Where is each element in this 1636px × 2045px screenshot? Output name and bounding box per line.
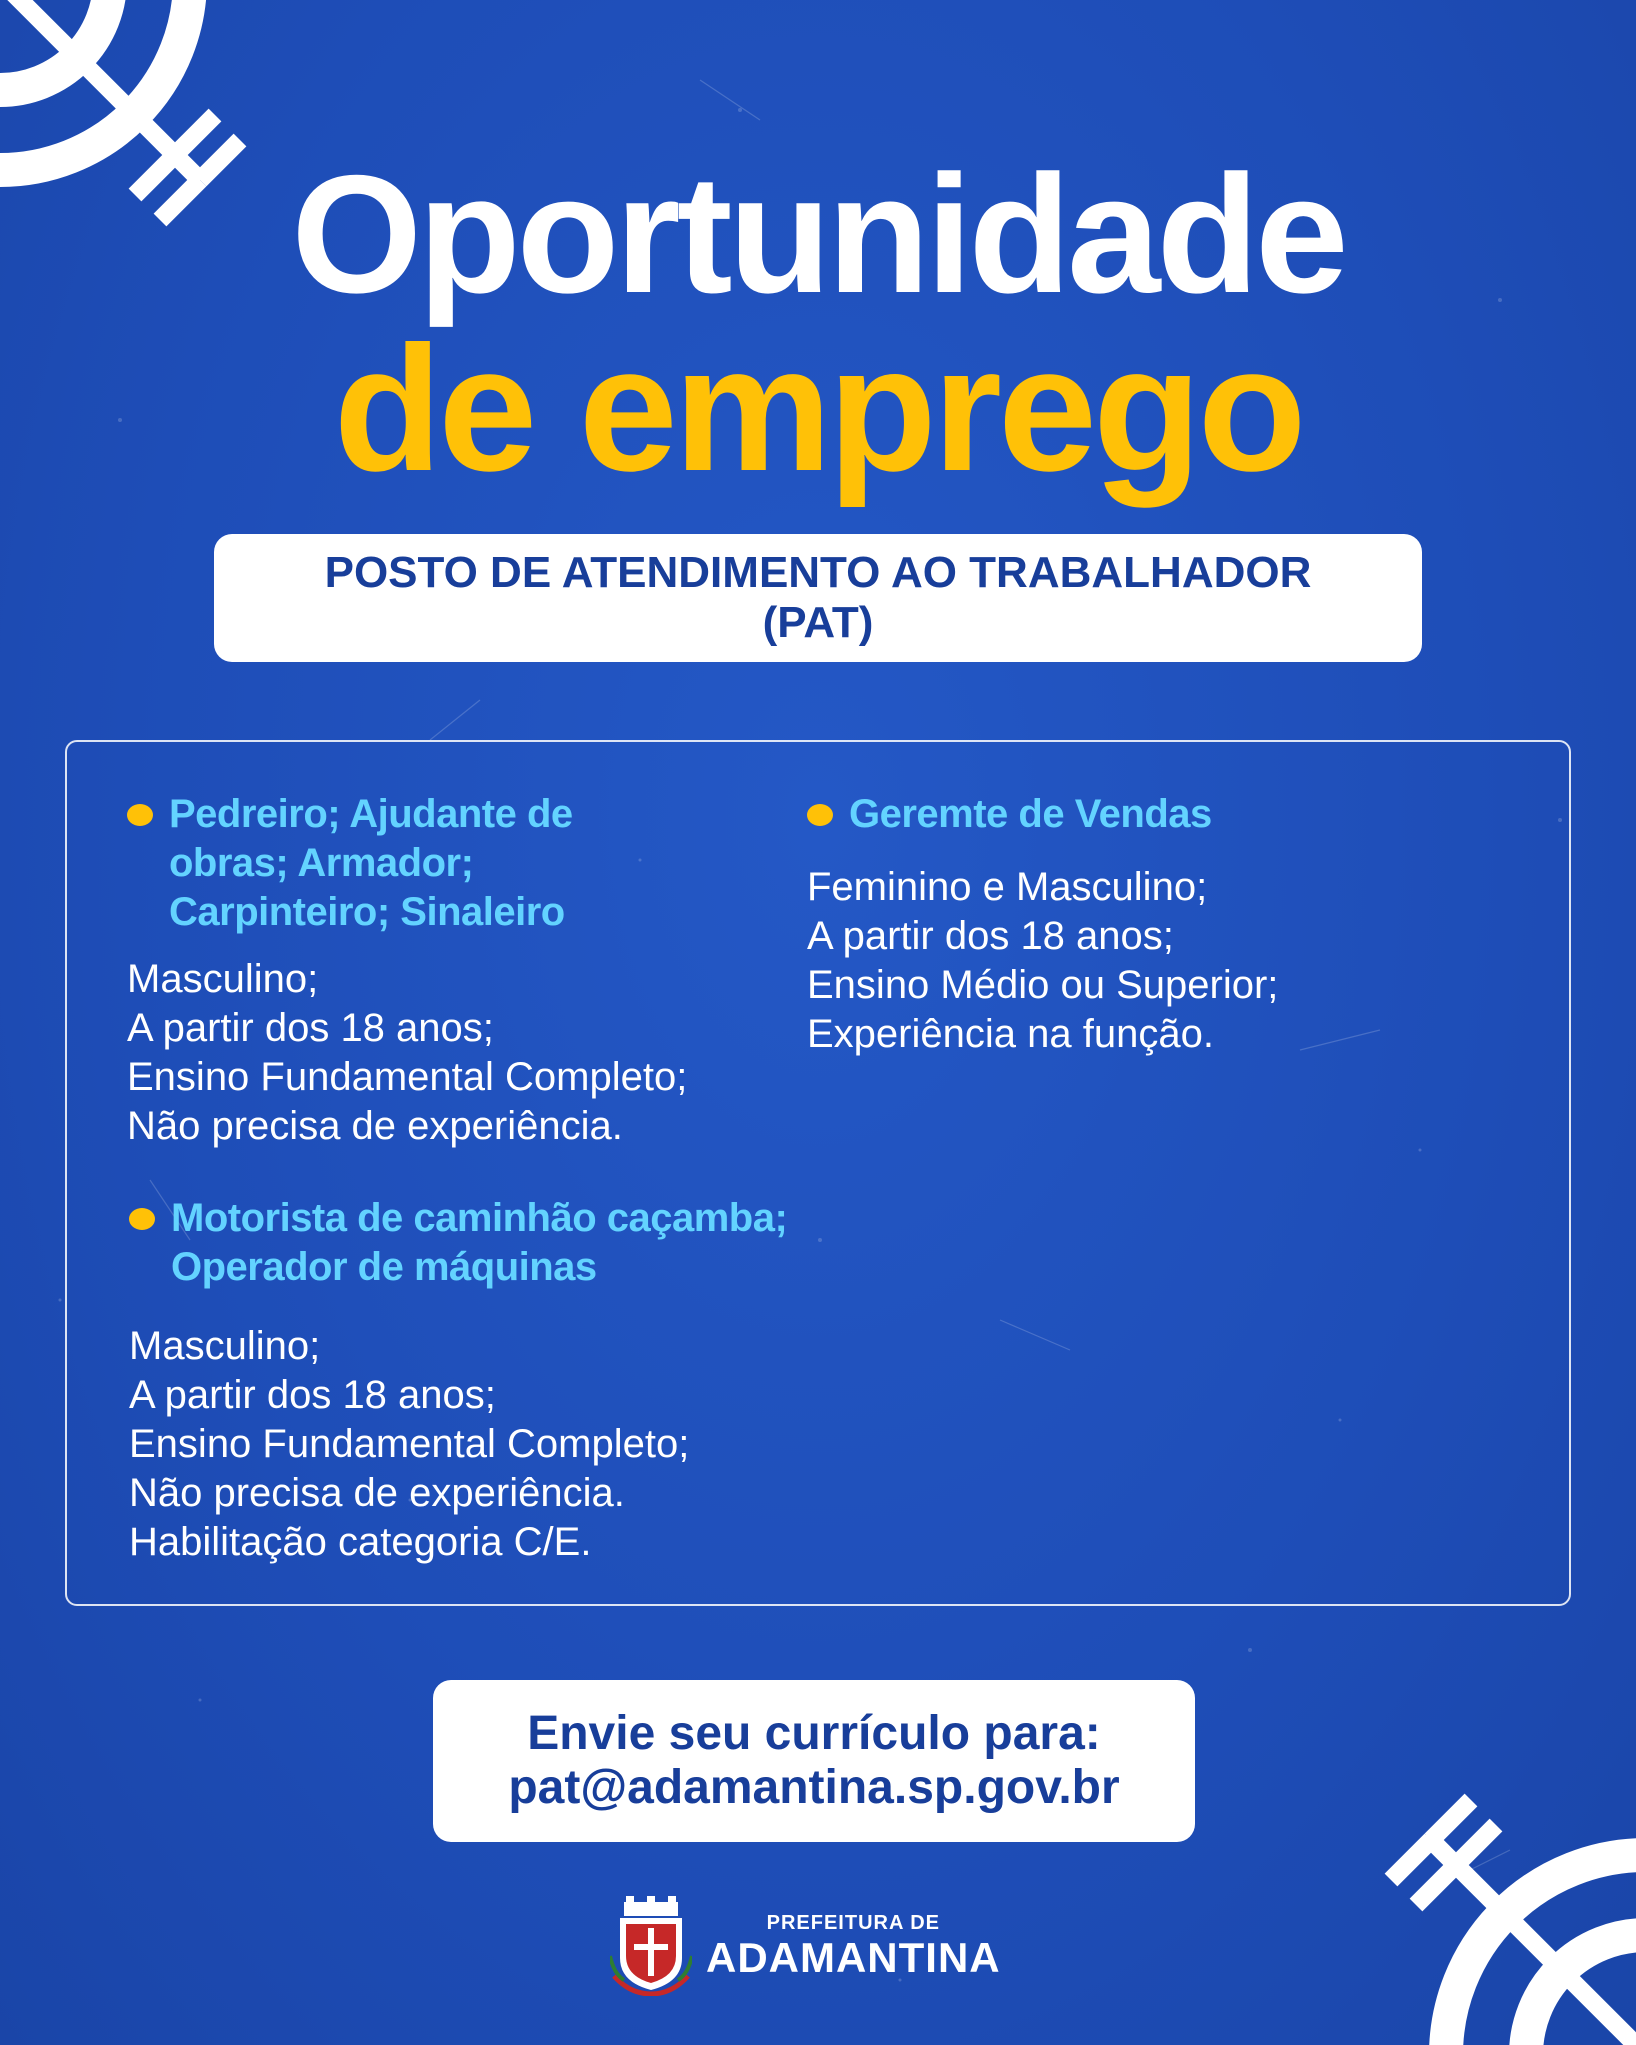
job-title [849, 790, 1212, 839]
footer-small-text: PREFEITURA DE [766, 1911, 941, 1934]
target-arrow-icon [1336, 1745, 1636, 2045]
requirement: Experiência na função. [807, 1012, 1214, 1056]
cta-line-1: Envie seu currículo para: [527, 1707, 1101, 1760]
requirements-list [129, 1322, 989, 1567]
job-listing-construction [127, 790, 747, 1151]
pat-label-line-1: POSTO DE ATENDIMENTO AO TRABALHADOR [324, 548, 1312, 597]
requirement: Não precisa de experiência. [129, 1471, 625, 1515]
requirement: Ensino Fundamental Completo; [129, 1422, 690, 1466]
requirement: A partir dos 18 anos; [127, 1006, 494, 1050]
job-title-line: Operador de máquinas [171, 1245, 597, 1289]
pat-label-line-2: (PAT) [762, 598, 874, 647]
pat-label-box [214, 534, 1422, 662]
job-title-line: Carpinteiro; Sinaleiro [169, 890, 565, 934]
requirement: A partir dos 18 anos; [129, 1373, 496, 1417]
job-title-line: Geremte de Vendas [849, 792, 1212, 836]
title-line-2: de emprego [333, 309, 1303, 508]
bullet-icon [127, 804, 153, 826]
requirement: Masculino; [129, 1324, 321, 1368]
requirement: Ensino Fundamental Completo; [127, 1055, 688, 1099]
jobs-panel [65, 740, 1571, 1606]
requirements-list [127, 955, 747, 1151]
prefeitura-logo [610, 1896, 1001, 1996]
requirement: A partir dos 18 anos; [807, 914, 1174, 958]
requirement: Masculino; [127, 957, 319, 1001]
requirement: Não precisa de experiência. [127, 1104, 623, 1148]
bullet-icon [807, 804, 833, 826]
title-line-1: Oportunidade [291, 140, 1345, 328]
city-crest-icon [610, 1896, 692, 1996]
job-title [171, 1194, 787, 1292]
job-title-line: Motorista de caminhão caçamba; [171, 1196, 788, 1240]
footer-big-text: ADAMANTINA [706, 1933, 1001, 1981]
bullet-icon [129, 1208, 155, 1230]
requirement: Ensino Médio ou Superior; [807, 963, 1279, 1007]
job-listing-sales-manager [807, 790, 1427, 1059]
job-title [169, 790, 573, 937]
job-listing-driver-operator [129, 1194, 989, 1567]
job-title-line: obras; Armador; [169, 841, 474, 885]
requirement: Habilitação categoria C/E. [129, 1520, 592, 1564]
requirements-list [807, 863, 1427, 1059]
email-link[interactable]: pat@adamantina.sp.gov.br [508, 1761, 1120, 1814]
requirement: Feminino e Masculino; [807, 865, 1208, 909]
send-resume-box [433, 1680, 1195, 1842]
job-title-line: Pedreiro; Ajudante de [169, 792, 573, 836]
